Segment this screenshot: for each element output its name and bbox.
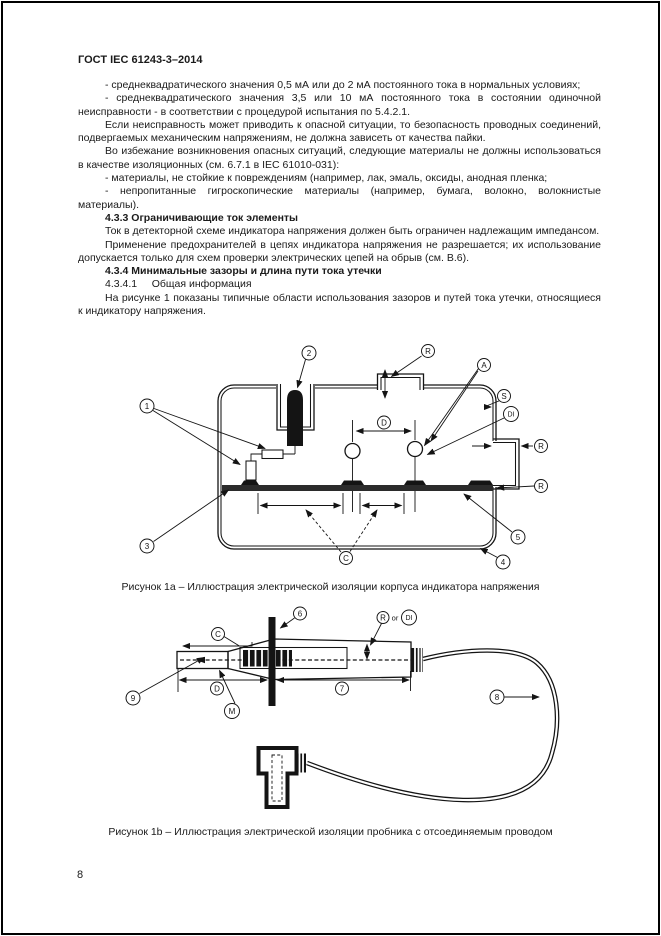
section-heading-4-3-4: 4.3.4 Минимальные зазоры и длина пути тока утечки (105, 265, 382, 278)
resistor-vertical (246, 461, 256, 480)
callout-1 (140, 399, 154, 413)
solder-pad (404, 481, 426, 486)
paragraph: Если неисправность может приводить к опасной ситуации, то безопасность проводных соединений, подвергаемых механическим напряжениям, не должна зависеть от качества пайки. (78, 118, 601, 145)
svg-text:2: 2 (306, 348, 312, 358)
svg-text:3: 3 (144, 541, 150, 551)
solder-pad (468, 481, 493, 486)
detachable-lead-cable (307, 651, 557, 801)
callout-r-side-upper (535, 440, 548, 453)
callout-a (478, 359, 491, 372)
callout-r-1b (377, 612, 389, 624)
callout-di (504, 407, 519, 422)
list-item: - среднеквадратического значения 3,5 или 10 мА постоянного тока в состоянии одиночной неисправности - в соответствии с процедурой испытания по 5.4.2.1. (78, 92, 601, 118)
callout-di-1b (402, 610, 417, 625)
svg-text:R: R (380, 613, 386, 623)
text-block (78, 54, 601, 318)
svg-text:8: 8 (494, 692, 500, 702)
svg-text:C: C (215, 629, 221, 639)
callout-6 (294, 607, 307, 620)
callout-3 (140, 539, 154, 553)
svg-text:DI: DI (507, 411, 515, 419)
callout-c (340, 552, 353, 565)
electrode-contacts (345, 442, 423, 481)
document-header: ГОСТ IEC 61243-3–2014 (78, 54, 203, 66)
callout-c-1b (212, 628, 225, 641)
callout-9 (126, 691, 140, 705)
paragraph: Во избежание возникновения опасных ситуаций, следующие материалы не должны использоваться в качестве изоляционных (см. 6.7.1 в IEC 61010-031): (78, 145, 601, 171)
svg-text:4: 4 (500, 557, 506, 567)
figure-1a-caption: Рисунок 1а – Иллюстрация электрической изоляции корпуса индикатора напряжения (121, 581, 540, 593)
or-text: or (391, 613, 399, 623)
svg-text:1: 1 (144, 401, 150, 411)
page-number: 8 (77, 869, 84, 881)
callout-r-top (422, 345, 435, 358)
pcb-board (222, 481, 493, 492)
svg-text:R: R (538, 481, 544, 491)
list-item: - материалы, не стойкие к повреждениям (например, лак, эмаль, оксиды, анодная пленка; (105, 172, 548, 185)
indicator-lamp (287, 390, 303, 454)
svg-text:C: C (343, 553, 349, 563)
svg-text:R: R (425, 346, 431, 356)
resistor-horizontal (262, 450, 283, 459)
callout-5 (511, 530, 525, 544)
solder-pad (341, 481, 364, 486)
callout-r-side-lower (535, 480, 548, 493)
list-item: - непропитанные гигроскопические материалы (например, бумага, волокно, волокнистые материалы). (78, 185, 601, 211)
svg-text:M: M (228, 706, 236, 716)
elbow-connector (259, 748, 307, 807)
hand-guard-crossbar (269, 617, 276, 706)
svg-text:D: D (381, 418, 387, 428)
paragraph: Применение предохранителей в цепях индикатора напряжения не разрешается; их использование допускается только для схем проверки электрических цепей на обрыв (см. В.6). (78, 238, 601, 264)
resistor-element-hatched (243, 650, 292, 667)
callout-d (378, 416, 391, 429)
svg-text:7: 7 (339, 684, 345, 694)
callout-4 (496, 555, 510, 569)
list-item: - среднеквадратического значения 0,5 мА или до 2 мА постоянного тока в нормальных условиях; (105, 79, 581, 91)
section-heading-4-3-3: 4.3.3 Ограничивающие ток элементы (105, 211, 299, 224)
callout-7 (336, 682, 349, 695)
paragraph: Ток в детекторной схеме индикатора напряжения должен быть ограничен надлежащим импедансом. (105, 225, 600, 238)
figure-1b-caption: Рисунок 1b – Иллюстрация электрической изоляции пробника с отсоединяемым проводом (108, 826, 553, 838)
dimension-c-spans (258, 491, 415, 552)
callout-d-1b (211, 682, 224, 695)
svg-text:9: 9 (130, 693, 136, 703)
paragraph: На рисунке 1 показаны типичные области использования зазоров и путей тока утечки, относящиеся к индикатору напряжения. (78, 291, 601, 318)
svg-text:R: R (538, 441, 544, 451)
cable-gland (412, 648, 424, 672)
svg-text:A: A (481, 360, 487, 370)
callout-s (498, 390, 511, 403)
callout-m (225, 704, 240, 719)
svg-text:D: D (214, 684, 220, 694)
callout-2 (302, 346, 316, 360)
leader-lines-1a (153, 356, 512, 558)
svg-text:S: S (501, 391, 507, 401)
subsection-heading-4-3-4-1: 4.3.4.1 Общая информация (105, 278, 252, 291)
figure-1b-drawing (100, 608, 578, 820)
svg-text:DI: DI (405, 615, 413, 623)
svg-text:5: 5 (515, 532, 521, 542)
solder-pad (241, 481, 259, 486)
svg-text:6: 6 (297, 609, 303, 619)
figure-1a-drawing (118, 342, 570, 576)
resistor-network (246, 450, 295, 484)
callout-8 (490, 690, 504, 704)
